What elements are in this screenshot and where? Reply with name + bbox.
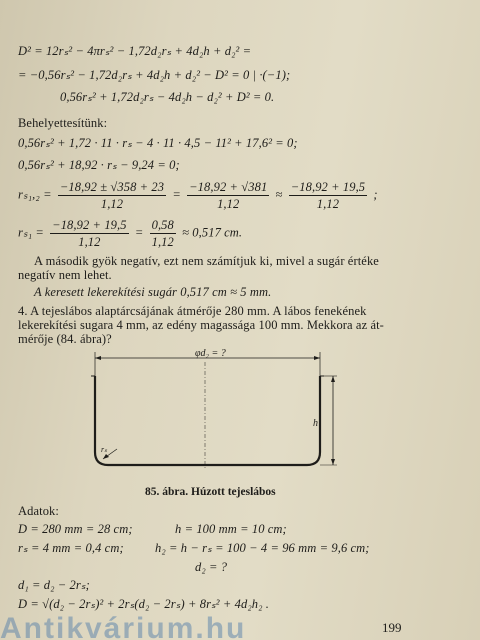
data-line-1-left: D = 280 mm = 28 cm; xyxy=(18,522,133,536)
equation-line-2: = −0,56rₛ² − 1,72d₂rₛ + 4d₂h + d₂² − D² = 0 | ·(−1); xyxy=(18,68,291,82)
page-number: 199 xyxy=(382,620,402,635)
equation-line-5: 0,56rₛ² + 1,72 · 11 · rₛ − 4 · 11 · 4,5 − 11² + 17,6² = 0; xyxy=(18,136,298,150)
diameter-arrow-left xyxy=(95,356,101,360)
roots-fraction-3-num: −18,92 + 19,5 xyxy=(290,180,366,194)
roots-fraction-2-num: −18,92 + √381 xyxy=(189,180,268,194)
diameter-arrow-right xyxy=(314,356,320,360)
root1-fraction-1 xyxy=(50,218,128,249)
pot-outline xyxy=(95,376,320,465)
roots-approx: ≈ xyxy=(275,187,283,202)
equation-line-6: 0,56rₛ² + 18,92 · rₛ − 9,24 = 0; xyxy=(18,158,180,172)
paragraph-1-line-2: negatív nem lehet. xyxy=(18,268,112,282)
data-line-4: d₁ = d₂ − 2rₛ; xyxy=(18,578,90,592)
roots-fraction-2-den: 1,12 xyxy=(217,197,240,211)
root1-eq: = xyxy=(134,225,144,240)
roots-fraction-1 xyxy=(58,180,166,211)
root1-fraction-2-num: 0,58 xyxy=(151,218,174,232)
radius-label: rₛ xyxy=(101,445,108,454)
root1-result: ≈ 0,517 cm. xyxy=(182,225,243,240)
data-line-2-left: rₛ = 4 mm = 0,4 cm; xyxy=(18,541,124,555)
height-label: h xyxy=(313,418,318,429)
problem-4-line-2: lekerekítési sugara 4 mm, az edény magassága 100 mm. Mekkora az át- xyxy=(18,318,384,332)
paragraph-2: A keresett lekerekítési sugár 0,517 cm ≈ 5 mm. xyxy=(34,285,272,299)
radius-arrow xyxy=(103,454,109,459)
data-line-3: d₂ = ? xyxy=(195,560,228,574)
roots-fraction-1-num: −18,92 ± √358 + 23 xyxy=(59,180,165,194)
root1-lhs: rₛ₁ = xyxy=(18,225,44,240)
equation-line-3: 0,56rₛ² + 1,72d₂rₛ − 4d₂h − d₂² + D² = 0. xyxy=(60,90,275,104)
substitution-heading: Behelyettesítünk: xyxy=(18,116,108,130)
root1-fraction-2 xyxy=(150,218,176,249)
height-arrow-top xyxy=(331,376,335,382)
roots-fraction-2 xyxy=(187,180,269,211)
watermark: Antikvárium.hu xyxy=(0,612,247,640)
pot-figure xyxy=(85,348,345,473)
problem-4-line-1: 4. A tejeslábos alaptárcsájának átmérője 280 mm. A lábos fenekének xyxy=(18,304,367,318)
roots-fraction-3-den: 1,12 xyxy=(316,197,340,211)
roots-fraction-3 xyxy=(289,180,367,211)
root1-fraction-2-den: 1,12 xyxy=(151,235,174,249)
data-line-5: D = √(d₂ − 2rₛ)² + 2rₛ(d₂ − 2rₛ) + 8rₛ² + 4d₂h₂ . xyxy=(18,597,270,611)
roots-fraction-1-den: 1,12 xyxy=(100,197,124,211)
roots-end: ; xyxy=(373,187,378,202)
equation-roots xyxy=(18,180,378,211)
diameter-label: φd₂ = ? xyxy=(195,348,226,359)
roots-lhs: rₛ₁,₂ = xyxy=(18,187,52,202)
data-line-1-right: h = 100 mm = 10 cm; xyxy=(175,522,287,536)
figure-caption: 85. ábra. Húzott tejeslábos xyxy=(145,486,276,498)
height-arrow-bottom xyxy=(331,459,335,465)
equation-root-1 xyxy=(18,218,242,249)
data-heading: Adatok: xyxy=(18,504,59,518)
root1-fraction-1-num: −18,92 + 19,5 xyxy=(52,218,127,232)
root1-fraction-1-den: 1,12 xyxy=(78,235,101,249)
paragraph-1-line-1: A második gyök negatív, ezt nem számítjuk ki, mivel a sugár értéke xyxy=(34,254,379,268)
data-line-2-right: h₂ = h − rₛ = 100 − 4 = 96 mm = 9,6 cm; xyxy=(155,541,370,555)
problem-4-line-3: mérője (84. ábra)? xyxy=(18,332,112,346)
roots-eq: = xyxy=(172,187,181,202)
equation-line-1: D² = 12rₛ² − 4πrₛ² − 1,72d₂rₛ + 4d₂h + d₂² = xyxy=(18,44,252,58)
